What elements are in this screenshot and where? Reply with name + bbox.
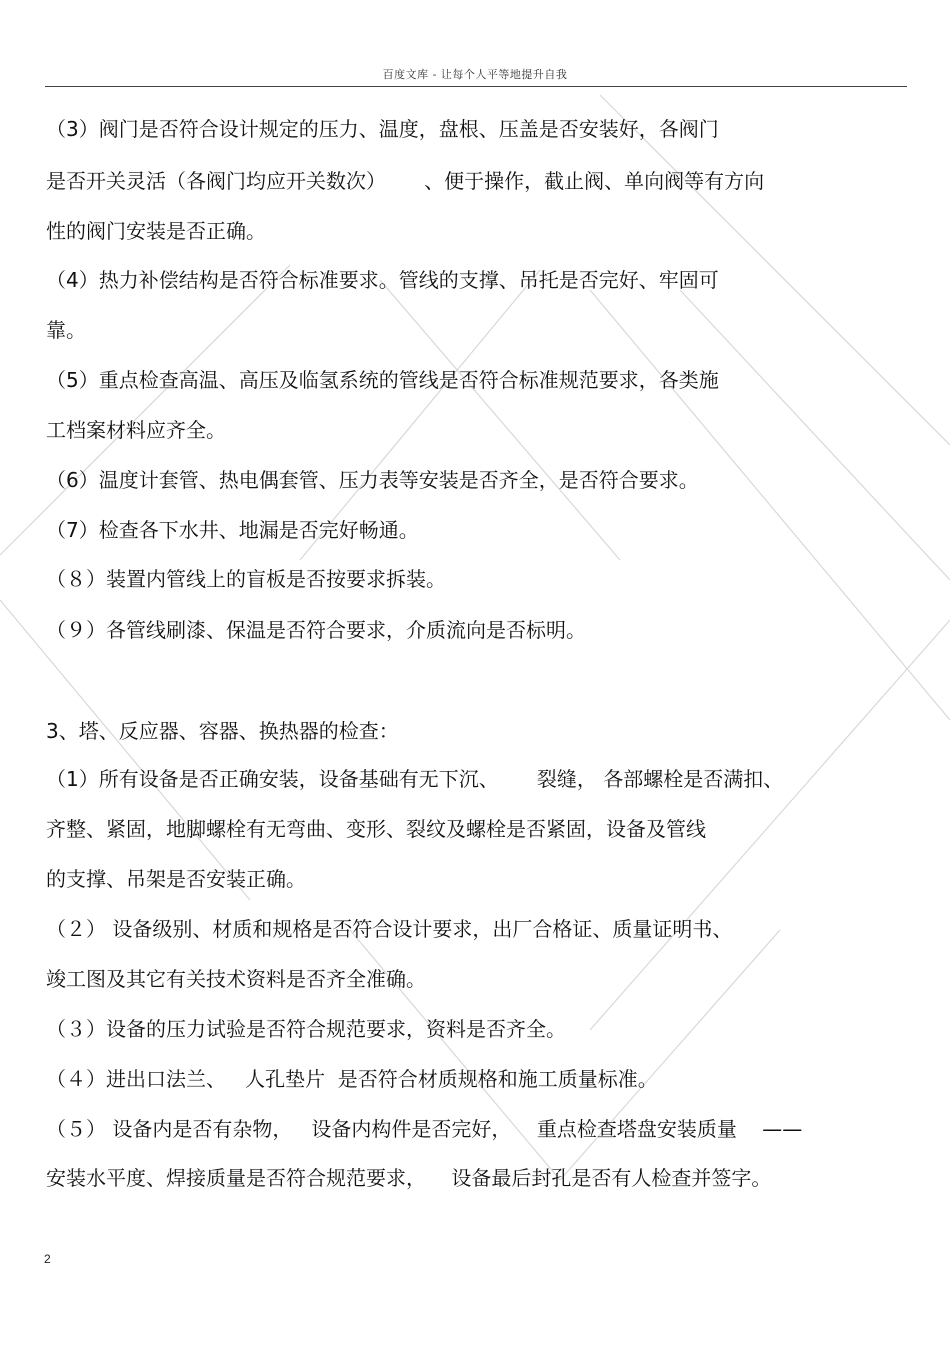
text-line: （5）重点检查高温、高压及临氢系统的管线是否符合标准规范要求，各类施 <box>46 368 719 392</box>
text-line: （５） 设备内是否有杂物， 设备内构件是否完好， 重点检查塔盘安装质量 —— <box>46 1117 803 1141</box>
text-line: 是否开关灵活（各阀门均应开关数次） 、便于操作，截止阀、单向阀等有方向 <box>46 169 765 193</box>
text-line: 工档案材料应齐全。 <box>46 418 226 442</box>
text-line: （4）热力补偿结构是否符合标准要求。管线的支撑、吊托是否完好、牢固可 <box>46 268 719 292</box>
header-divider <box>45 86 907 87</box>
text-line: （３）设备的压力试验是否符合规范要求，资料是否齐全。 <box>46 1017 566 1041</box>
text-line: 竣工图及其它有关技术资料是否齐全准确。 <box>46 967 426 991</box>
text-line: （1）所有设备是否正确安装，设备基础有无下沉、 裂缝， 各部螺栓是否满扣、 <box>46 767 784 791</box>
text-line: （3）阀门是否符合设计规定的压力、温度，盘根、压盖是否安装好，各阀门 <box>46 117 719 141</box>
text-line: 的支撑、吊架是否安装正确。 <box>46 867 306 891</box>
text-line: 性的阀门安装是否正确。 <box>46 219 266 243</box>
text-line: 齐整、紧固，地脚螺栓有无弯曲、变形、裂纹及螺栓是否紧固，设备及管线 <box>46 817 706 841</box>
text-line: （９）各管线刷漆、保温是否符合要求，介质流向是否标明。 <box>46 618 586 642</box>
section-heading: 3、塔、反应器、容器、换热器的检查： <box>46 719 399 743</box>
page-header: 百度文库 - 让每个人平等地提升自我 <box>382 68 568 81</box>
text-line: 靠。 <box>46 318 86 342</box>
page-number: 2 <box>44 1252 51 1266</box>
text-line: （８）装置内管线上的盲板是否按要求拆装。 <box>46 567 446 591</box>
text-line: （２） 设备级别、材质和规格是否符合设计要求，出厂合格证、质量证明书、 <box>46 917 733 941</box>
text-line: （6）温度计套管、热电偶套管、压力表等安装是否齐全，是否符合要求。 <box>46 468 699 492</box>
text-line: 安装水平度、焊接质量是否符合规范要求， 设备最后封孔是否有人检查并签字。 <box>46 1166 772 1190</box>
text-line: （7）检查各下水井、地漏是否完好畅通。 <box>46 518 419 542</box>
text-line: （４）进出口法兰、 人孔垫片 是否符合材质规格和施工质量标准。 <box>46 1067 658 1091</box>
